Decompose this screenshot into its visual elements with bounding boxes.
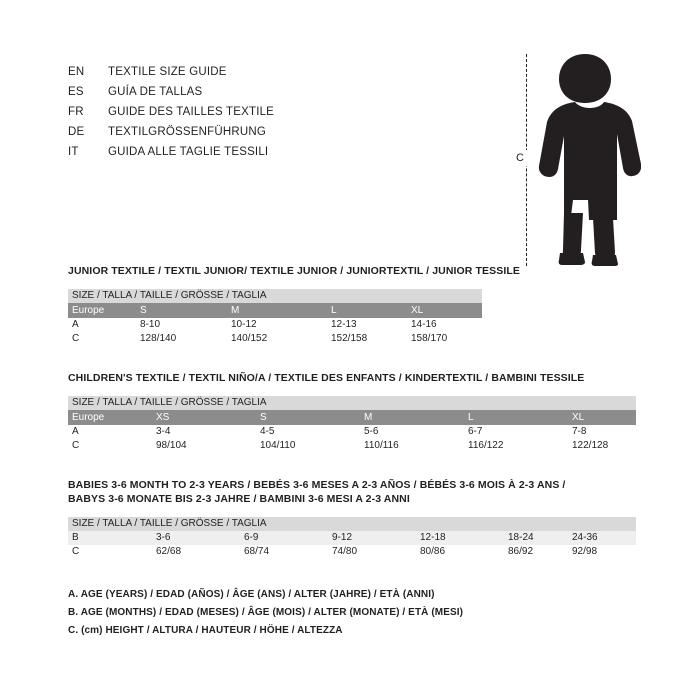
language-code: ES [68, 86, 84, 98]
table-row [68, 531, 636, 545]
table-babies [68, 517, 636, 559]
cell-value: 12-13 [331, 318, 411, 332]
cell-value: 68/74 [244, 545, 332, 559]
cell-value: 116/122 [468, 439, 572, 453]
column-header-europe: Europe [68, 410, 156, 425]
language-title: TEXTILGRÖSSENFÜHRUNG [108, 126, 266, 138]
cell-value: 62/68 [156, 545, 244, 559]
section-title-babies: BABIES 3-6 MONTH TO 2-3 YEARS / BEBÉS 3-6 MESES A 2-3 AÑOS / BÉBÉS 3-6 MOIS À 2-3 ANS / [68, 479, 566, 491]
row-label: C [68, 439, 156, 453]
table-subheader-row [68, 517, 636, 531]
cell-value: 4-5 [260, 425, 364, 439]
legend-line-a: A. AGE (YEARS) / EDAD (AÑOS) / ÂGE (ANS) / ALTER (JAHRE) / ETÀ (ANNI) [68, 589, 435, 600]
table-subheader-row [68, 289, 482, 303]
cell-value: 104/110 [260, 439, 364, 453]
legend-line-b: B. AGE (MONTHS) / EDAD (MESES) / ÂGE (MOIS) / ALTER (MONATE) / ETÀ (MESI) [68, 607, 464, 618]
table-subheader-row [68, 396, 636, 410]
section-title-babies-line2: BABYS 3-6 MONATE BIS 2-3 JAHRE / BAMBINI 3-6 MESI A 2-3 ANNI [68, 493, 410, 505]
legend-line-c: C. (cm) HEIGHT / ALTURA / HAUTEUR / HÖHE / ALTEZZA [68, 625, 343, 636]
size-label: SIZE / TALLA / TAILLE / GRÖSSE / TAGLIA [68, 396, 636, 410]
column-header-size: S [260, 410, 364, 425]
cell-value: 74/80 [332, 545, 420, 559]
column-header-size: M [231, 303, 331, 318]
column-header-europe: Europe [68, 303, 140, 318]
column-header-size: XS [156, 410, 260, 425]
cell-value: 122/128 [572, 439, 636, 453]
row-label: C [68, 332, 140, 346]
language-title: TEXTILE SIZE GUIDE [108, 66, 227, 78]
cell-value: 6-7 [468, 425, 572, 439]
cell-value: 12-18 [420, 531, 508, 545]
height-figure [495, 50, 665, 270]
language-row [68, 62, 488, 82]
table-row [68, 545, 636, 559]
cell-value: 158/170 [411, 332, 482, 346]
table-junior [68, 289, 482, 346]
table-header-row [68, 410, 636, 425]
cell-value: 9-12 [332, 531, 420, 545]
child-silhouette-icon [531, 50, 641, 266]
cell-value: 18-24 [508, 531, 572, 545]
cell-value: 8-10 [140, 318, 231, 332]
language-title: GUIDE DES TAILLES TEXTILE [108, 106, 275, 118]
language-title-block [68, 62, 488, 162]
table-row [68, 332, 482, 346]
cell-value: 24-36 [572, 531, 636, 545]
table-row [68, 439, 636, 453]
cell-value: 152/158 [331, 332, 411, 346]
section-title-junior: JUNIOR TEXTILE / TEXTIL JUNIOR/ TEXTILE JUNIOR / JUNIORTEXTIL / JUNIOR TESSILE [68, 265, 520, 277]
language-code: FR [68, 106, 84, 118]
language-row [68, 122, 488, 142]
language-title: GUIDA ALLE TAGLIE TESSILI [108, 146, 269, 158]
table-row [68, 318, 482, 332]
language-code: DE [68, 126, 85, 138]
legend-block [68, 586, 588, 640]
cell-value: 7-8 [572, 425, 636, 439]
size-label: SIZE / TALLA / TAILLE / GRÖSSE / TAGLIA [68, 289, 482, 303]
cell-value: 86/92 [508, 545, 572, 559]
cell-value: 10-12 [231, 318, 331, 332]
language-code: EN [68, 66, 85, 78]
cell-value: 5-6 [364, 425, 468, 439]
language-code: IT [68, 146, 79, 158]
cell-value: 110/116 [364, 439, 468, 453]
cell-value: 140/152 [231, 332, 331, 346]
cell-value: 80/86 [420, 545, 508, 559]
language-row [68, 82, 488, 102]
column-header-size: M [364, 410, 468, 425]
table-children [68, 396, 636, 453]
cell-value: 6-9 [244, 531, 332, 545]
language-row [68, 102, 488, 122]
language-title: GUÍA DE TALLAS [108, 86, 203, 98]
cell-value: 3-6 [156, 531, 244, 545]
height-marker-label: C [513, 150, 527, 166]
row-label: C [68, 545, 156, 559]
language-row [68, 142, 488, 162]
section-title-children: CHILDREN'S TEXTILE / TEXTIL NIÑO/A / TEXTILE DES ENFANTS / KINDERTEXTIL / BAMBINI TESSILE [68, 372, 585, 384]
table-header-row [68, 303, 482, 318]
size-label: SIZE / TALLA / TAILLE / GRÖSSE / TAGLIA [68, 517, 636, 531]
column-header-size: XL [572, 410, 636, 425]
table-row [68, 425, 636, 439]
row-label: B [68, 531, 156, 545]
column-header-size: L [468, 410, 572, 425]
row-label: A [68, 318, 140, 332]
cell-value: 128/140 [140, 332, 231, 346]
cell-value: 92/98 [572, 545, 636, 559]
column-header-size: L [331, 303, 411, 318]
row-label: A [68, 425, 156, 439]
cell-value: 14-16 [411, 318, 482, 332]
column-header-size: XL [411, 303, 482, 318]
cell-value: 98/104 [156, 439, 260, 453]
cell-value: 3-4 [156, 425, 260, 439]
column-header-size: S [140, 303, 231, 318]
